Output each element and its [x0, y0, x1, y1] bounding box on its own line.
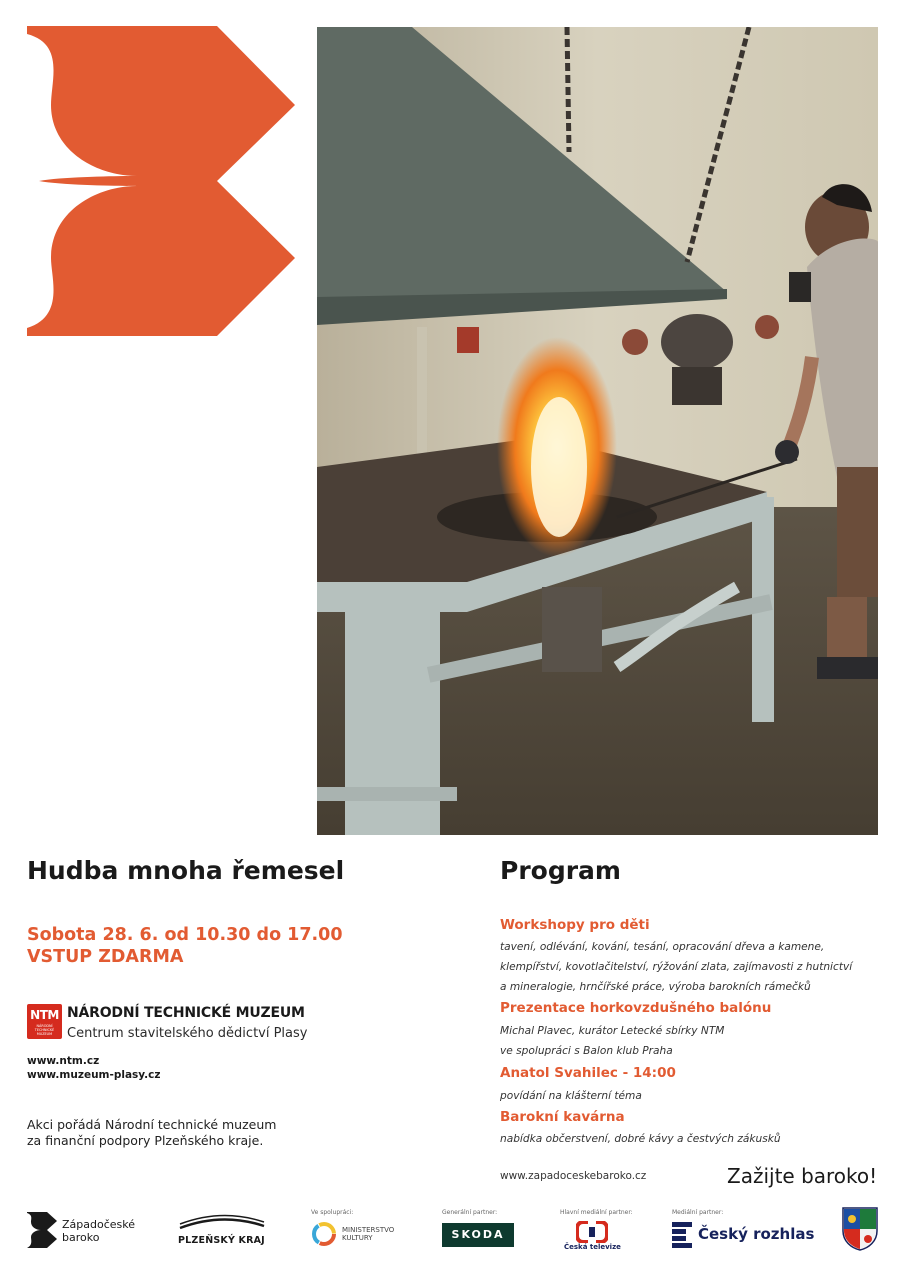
program-item-line: nabídka občerstvení, dobré kávy a čestvých zákusků [500, 1133, 781, 1145]
museum-name: NÁRODNÍ TECHNICKÉ MUZEUM [67, 1005, 305, 1021]
program-item-line: ve spolupráci s Balon klub Praha [500, 1045, 673, 1057]
event-title: Hudba mnoha řemesel [27, 856, 345, 885]
baroko-logo [27, 26, 295, 336]
organizer-line-1: Akci pořádá Národní technické muzeum [27, 1117, 277, 1132]
program-item-line: klempířství, kovotlačitelství, rýžování zlata, zajímavosti z hutnictví [500, 961, 853, 973]
partner-caption: Generální partner: [442, 1209, 498, 1216]
baroko-mark-icon [27, 1212, 57, 1248]
program-item-line: a mineralogie, hrnčířské práce, výroba barokních rámečků [500, 981, 811, 993]
skoda-logo [442, 1209, 505, 1241]
event-date-block [27, 924, 343, 968]
ministerstvo-line-1: MINISTERSTVO [342, 1226, 395, 1234]
ministerstvo-kultury-logo [311, 1209, 395, 1242]
zapadoceske-line-2: baroko [62, 1231, 100, 1244]
rozhlas-text: Český rozhlas [698, 1225, 815, 1243]
program-item-title: Anatol Svahilec - 14:00 [500, 1065, 676, 1081]
plzensky-kraj-logo [178, 1214, 268, 1246]
rozhlas-mark-icon [672, 1222, 692, 1248]
ntm-logo [27, 1004, 62, 1039]
ceska-televize-logo [560, 1209, 633, 1251]
program-item-title: Barokní kavárna [500, 1109, 625, 1125]
program-item-description [500, 937, 852, 997]
region-coat-of-arms [842, 1207, 878, 1255]
museum-subtitle: Centrum stavitelského dědictví Plasy [67, 1026, 308, 1041]
slogan: Zažijte baroko! [727, 1164, 878, 1188]
event-date: Sobota 28. 6. od 10.30 do 17.00 [27, 925, 343, 945]
zapadoceske-line-1: Západočeské [62, 1218, 136, 1231]
program-item-line: tavení, odlévání, kování, tesání, opracování dřeva a kamene, [500, 941, 825, 953]
ntm-logo-small-text: NÁRODNÍ TECHNICKÉ MUZEUM [34, 1024, 55, 1036]
organizer-note [27, 1117, 276, 1149]
partner-caption: Hlavní mediální partner: [560, 1209, 633, 1216]
program-item-description [500, 1129, 781, 1149]
website-link-plasy[interactable]: www.muzeum-plasy.cz [27, 1069, 161, 1081]
event-admission: VSTUP ZDARMA [27, 947, 184, 967]
arc-lines-icon [178, 1214, 266, 1230]
coat-of-arms-icon [842, 1207, 878, 1251]
program-item-description [500, 1086, 642, 1106]
organizer-line-2: za finanční podpory Plzeňského kraje. [27, 1133, 264, 1148]
ministerstvo-ring-icon [311, 1221, 337, 1247]
partner-caption: Ve spolupráci: [311, 1209, 354, 1216]
program-item-title: Prezentace horkovzdušného balónu [500, 1000, 772, 1016]
ministerstvo-line-2: KULTURY [342, 1234, 373, 1242]
ntm-logo-mark: NTM [30, 1008, 59, 1022]
ct-mark-icon [576, 1221, 608, 1243]
baroko-website-link[interactable]: www.zapadoceskebaroko.cz [500, 1170, 647, 1182]
skoda-badge: SKODA [442, 1223, 514, 1247]
partner-caption: Mediální partner: [672, 1209, 724, 1216]
ct-text: Česká televize [564, 1243, 621, 1251]
cesky-rozhlas-logo [672, 1209, 815, 1243]
program-item-title: Workshopy pro děti [500, 917, 650, 933]
program-item-line: Michal Plavec, kurátor Letecké sbírky NTM [500, 1025, 725, 1037]
program-item-description [500, 1021, 724, 1061]
program-heading: Program [500, 856, 621, 885]
forge-photo [317, 27, 878, 835]
website-link-ntm[interactable]: www.ntm.cz [27, 1055, 100, 1067]
program-item-line: povídání na klášterní téma [500, 1090, 642, 1102]
plzensky-kraj-text: PLZEŇSKÝ KRAJ [178, 1235, 265, 1246]
